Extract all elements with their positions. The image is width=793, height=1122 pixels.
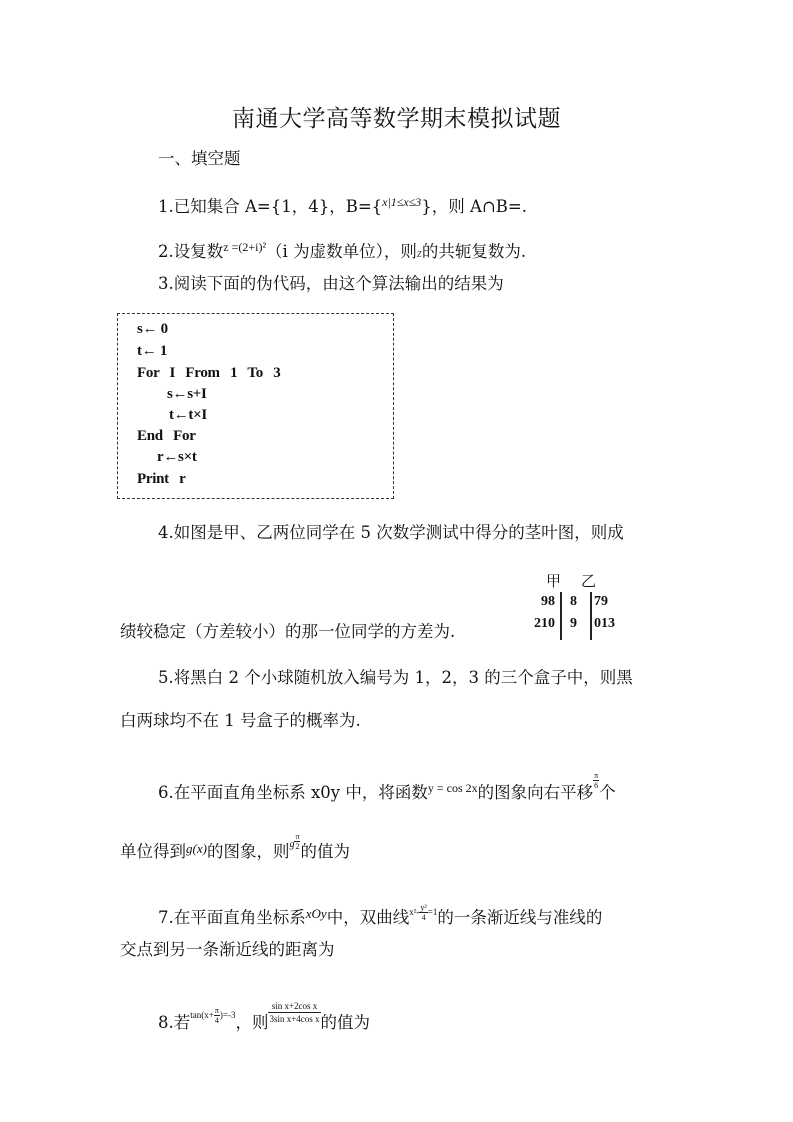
question-4-line-1: 4.如图是甲、乙两位同学在 5 次数学测试中得分的茎叶图，则成 <box>158 523 624 542</box>
q6-frac-pi-2: $\frac{\pi}{2}$ <box>295 832 300 851</box>
q6-math-g2: g <box>289 839 295 850</box>
q6-math-function: y = cos 2x <box>427 781 478 795</box>
code-line-3: For I From 1 To 3 <box>137 365 281 381</box>
q7-math-xoy: xOy <box>305 906 327 921</box>
stem-leaf-plot <box>525 570 635 640</box>
code-line-1: s← 0 <box>137 321 168 337</box>
question-7-line-2: 交点到另一条渐近线的距离为 <box>120 940 335 959</box>
q1-math: x|1≤x≤3 <box>382 195 422 209</box>
stem-leaf-row-1-left: 98 <box>541 594 555 609</box>
q6-line2-pre: 单位得到 <box>120 842 186 861</box>
q2-math-z: z <box>416 245 422 260</box>
code-line-7: r←s×t <box>157 449 197 465</box>
section-heading: 一、填空题 <box>158 149 241 168</box>
q2-math: z =(2+i)² <box>223 240 267 254</box>
stem-divider-right <box>590 592 592 640</box>
q8-condition: tan(x+ $\frac{\pi}{4}$ )=-3 <box>190 1006 236 1026</box>
q7-text-post: 的一条渐近线与准线的 <box>437 908 603 927</box>
q6-line2-mid: 的图象，则 <box>206 842 290 861</box>
q8-text-post: 的值为 <box>320 1013 371 1032</box>
q2-text-mid: （i 为虚数单位），则 <box>266 242 417 261</box>
code-line-2: t← 1 <box>137 343 168 359</box>
question-8 <box>158 1000 370 1035</box>
question-7-line-1 <box>158 900 602 930</box>
q1-text-post: }，则 A∩B=. <box>421 197 527 216</box>
q6-frac-pi-6: $\frac{\pi}{6}$ <box>594 771 599 790</box>
q8-text-mid: ，则 <box>235 1013 269 1032</box>
question-1 <box>158 190 527 219</box>
question-5-line-1: 5.将黑白 2 个小球随机放入编号为 1，2，3 的三个盒子中，则黑 <box>158 668 633 687</box>
question-6-line-2 <box>120 832 350 864</box>
q6-line2-post: 的值为 <box>300 842 350 861</box>
question-5-line-2: 白两球均不在 1 号盒子的概率为. <box>120 711 361 730</box>
question-2 <box>158 235 526 265</box>
question-6-line-1 <box>158 771 616 805</box>
code-line-4: s←s+I <box>167 386 207 402</box>
q8-fraction: $\frac{\text{sin x+2cos x}}{\text{3sin x+4cos x}}$ <box>269 1001 320 1024</box>
q7-text-mid: 中，双曲线 <box>326 908 410 927</box>
q1-text-pre: 1.已知集合 A={1，4}，B={ <box>158 197 383 216</box>
code-line-5: t←t×I <box>169 407 207 423</box>
stem-leaf-row-2-right: 013 <box>594 616 615 631</box>
code-line-8: Print r <box>137 471 186 487</box>
q6-text-pre: 6.在平面直角坐标系 x0y 中，将函数 <box>158 783 428 802</box>
stem-divider-left <box>560 592 562 640</box>
q7-hyperbola-equation: x²- $\frac{\text{y²}}{4}$ =1 <box>409 903 438 923</box>
q6-text-mid: 的图象向右平移 <box>477 783 594 802</box>
pseudocode-box <box>117 313 394 499</box>
stem-leaf-header-jia: 甲 <box>546 572 562 590</box>
stem-leaf-row-1-right: 79 <box>594 594 608 609</box>
q6-math-g: g(x) <box>186 841 207 856</box>
question-4-line-2: 绩较稳定（方差较小）的那一位同学的方差为. <box>120 622 456 641</box>
stem-leaf-row-2-left: 210 <box>534 616 555 631</box>
q8-text-pre: 8.若 <box>158 1013 191 1032</box>
stem-leaf-header-yi: 乙 <box>581 572 597 590</box>
stem-leaf-row-1-stem: 8 <box>570 594 577 609</box>
q2-text-post: 的共轭复数为. <box>421 242 527 261</box>
code-line-6: End For <box>137 428 196 444</box>
q2-text-pre: 2.设复数 <box>158 242 224 261</box>
page-title: 南通大学高等数学期末模拟试题 <box>232 106 561 132</box>
question-3: 3.阅读下面的伪代码，由这个算法输出的结果为 <box>158 274 504 293</box>
stem-leaf-row-2-stem: 9 <box>570 616 577 631</box>
q6-text-post: 个 <box>599 783 616 802</box>
q7-text-pre: 7.在平面直角坐标系 <box>158 908 306 927</box>
